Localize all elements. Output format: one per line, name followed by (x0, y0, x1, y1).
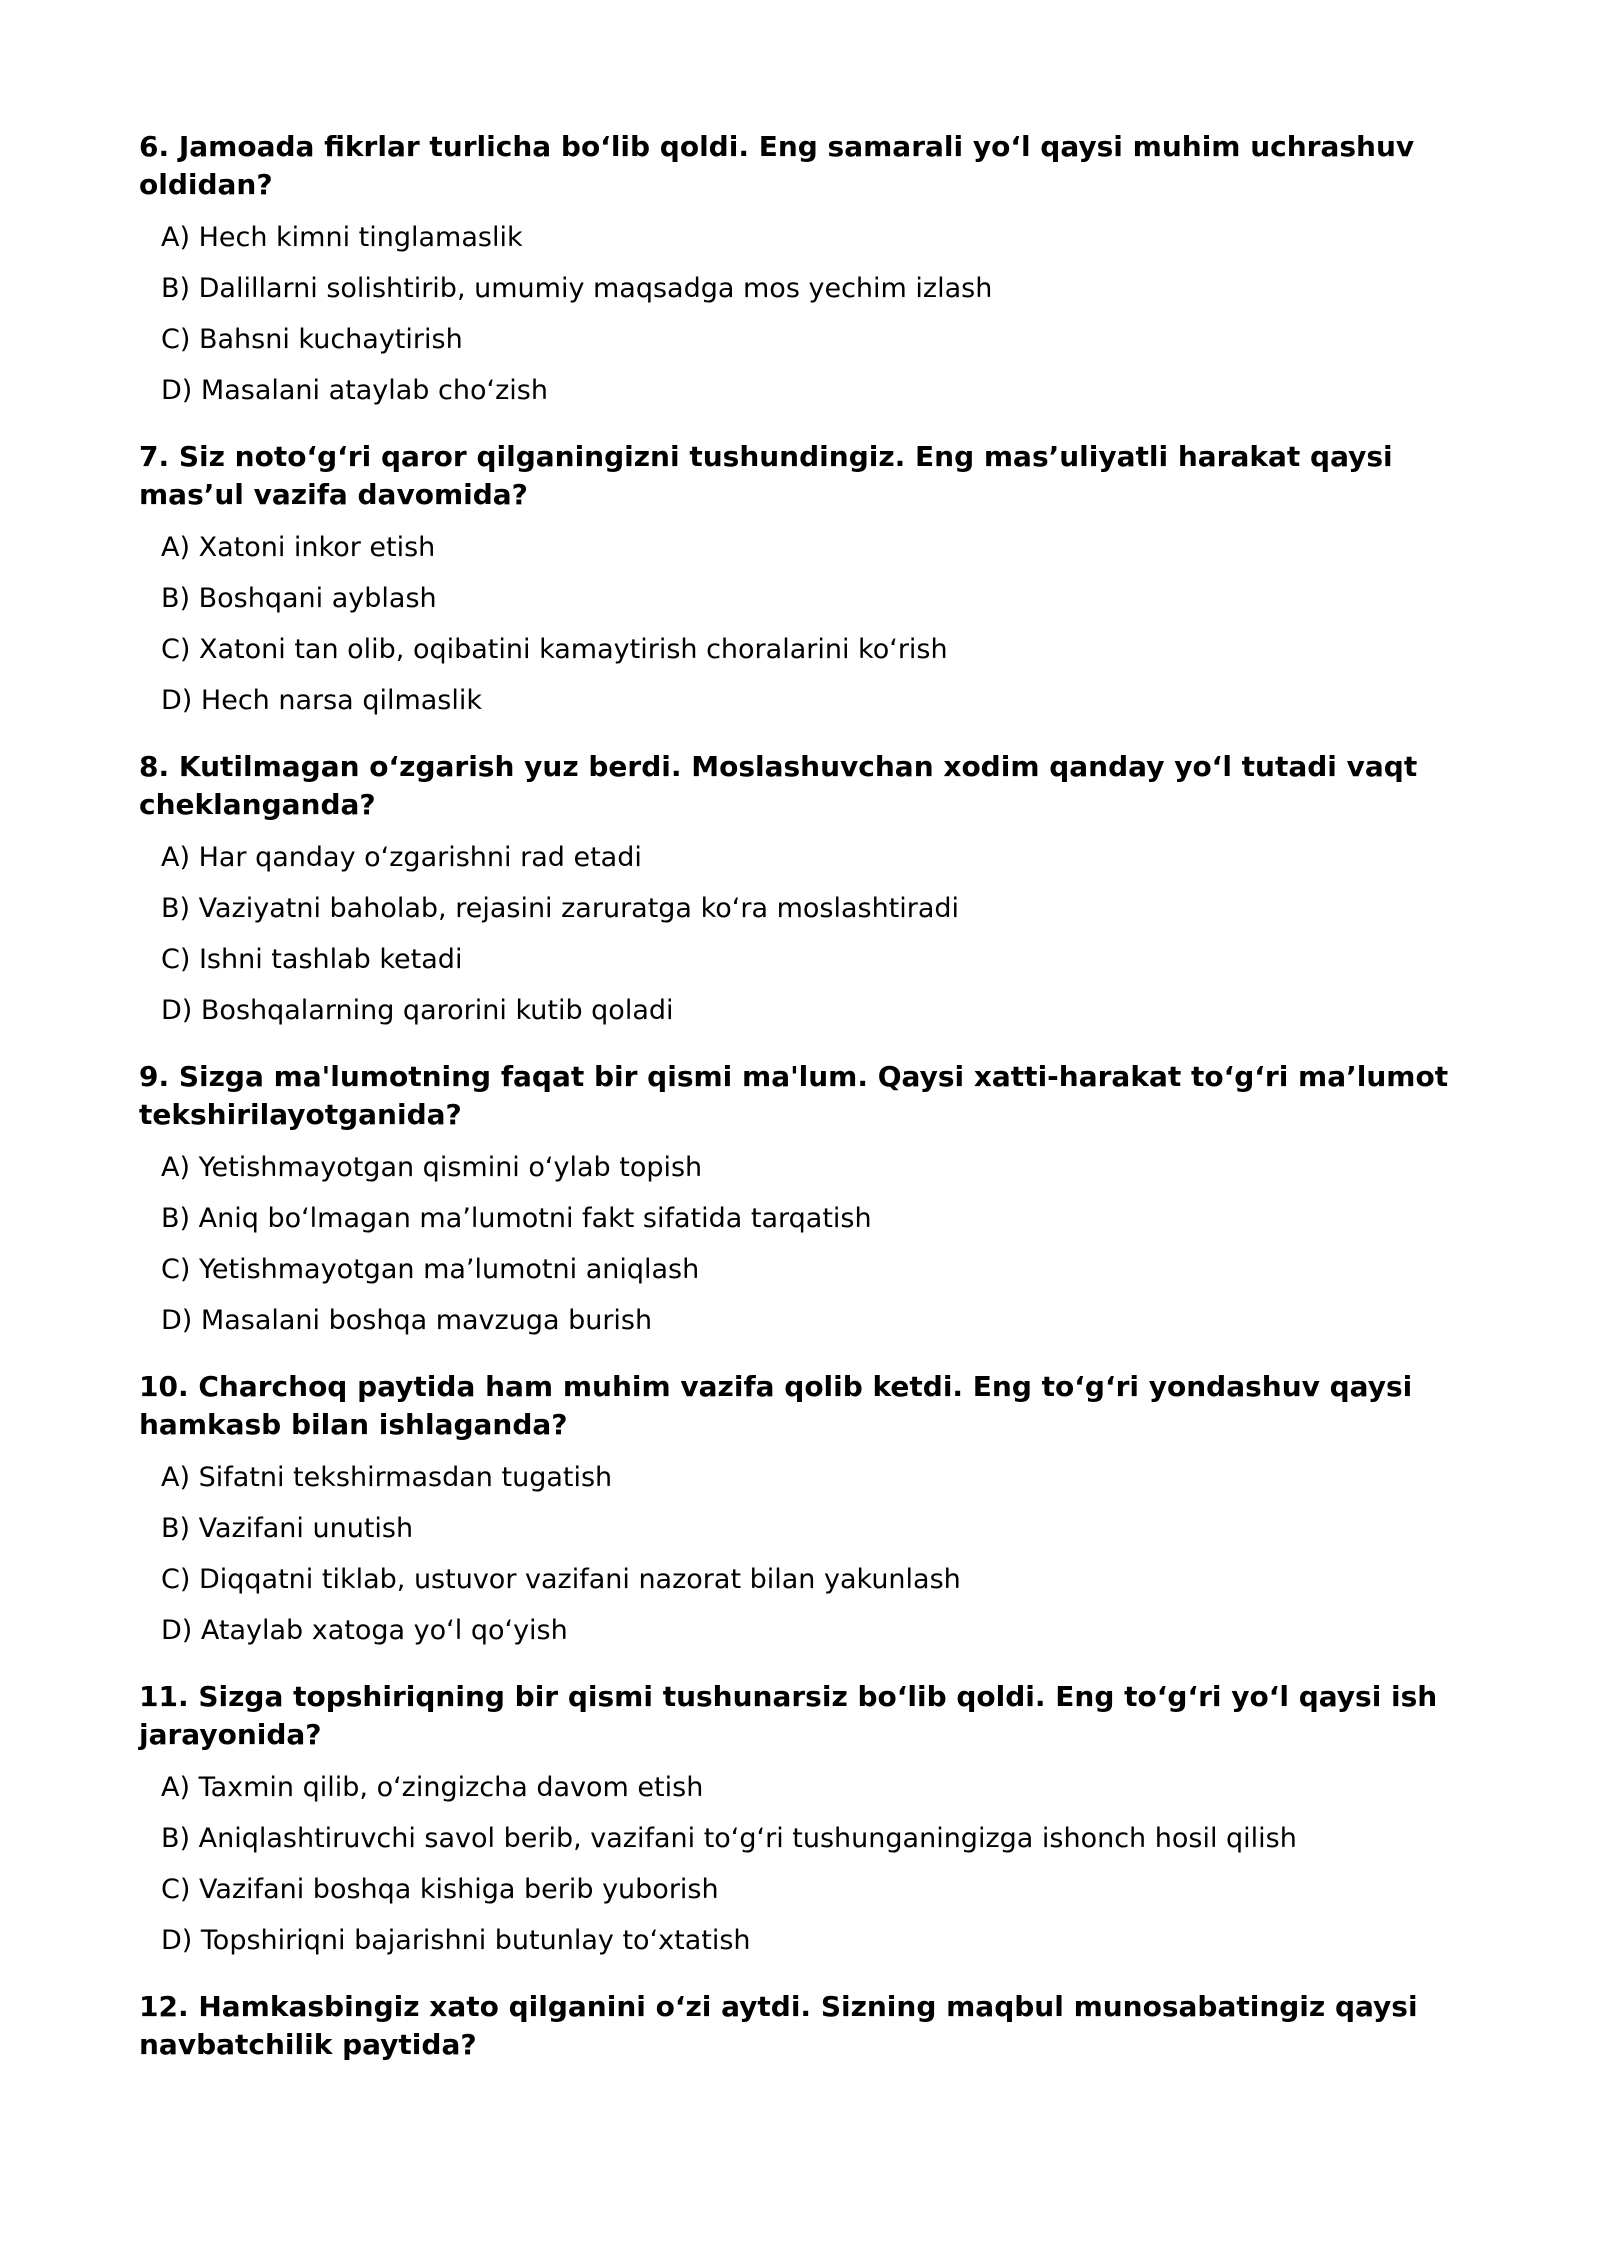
question-title: 7. Siz noto‘g‘ri qaror qilganingizni tushundingiz. Eng mas’uliyatli harakat qaysi mas’ul vazifa davomida? (139, 440, 1393, 511)
option-b: B) Vazifani unutish (161, 1513, 414, 1544)
option-list (139, 1762, 1479, 1966)
option-list (139, 832, 1479, 1036)
option-d: D) Masalani boshqa mavzuga burish (161, 1305, 653, 1336)
option-c: C) Yetishmayotgan ma’lumotni aniqlash (161, 1254, 700, 1285)
option-b: B) Boshqani ayblash (161, 583, 437, 614)
option-a: A) Yetishmayotgan qismini o‘ylab topish (161, 1152, 703, 1183)
option-b: B) Aniqlashtiruvchi savol berib, vazifani to‘g‘ri tushunganingizga ishonch hosil qilish (161, 1823, 1297, 1854)
question-title: 11. Sizga topshiriqning bir qismi tushunarsiz bo‘lib qoldi. Eng to‘g‘ri yo‘l qaysi ish jarayonida? (139, 1680, 1438, 1751)
option-c: C) Xatoni tan olib, oqibatini kamaytirish choralarini ko‘rish (161, 634, 948, 665)
option-d: D) Masalani ataylab cho‘zish (161, 375, 548, 406)
option-d: D) Boshqalarning qarorini kutib qoladi (161, 995, 674, 1026)
option-list (139, 1452, 1479, 1656)
question-title: 6. Jamoada fikrlar turlicha bo‘lib qoldi. Eng samarali yo‘l qaysi muhim uchrashuv oldidan? (139, 130, 1415, 201)
option-c: C) Diqqatni tiklab, ustuvor vazifani nazorat bilan yakunlash (161, 1564, 961, 1595)
question-9 (139, 1058, 1479, 1346)
option-d: D) Hech narsa qilmaslik (161, 685, 483, 716)
option-a: A) Xatoni inkor etish (161, 532, 436, 563)
question-8 (139, 748, 1479, 1036)
option-c: C) Ishni tashlab ketadi (161, 944, 463, 975)
question-6 (139, 128, 1479, 416)
question-title: 12. Hamkasbingiz xato qilganini o‘zi aytdi. Sizning maqbul munosabatingiz qaysi navbatchilik paytida? (139, 1990, 1418, 2061)
option-a: A) Sifatni tekshirmasdan tugatish (161, 1462, 613, 1493)
question-list (139, 128, 1479, 2086)
option-list (139, 522, 1479, 726)
option-list (139, 212, 1479, 416)
option-b: B) Aniq bo‘lmagan ma’lumotni fakt sifatida tarqatish (161, 1203, 872, 1234)
option-d: D) Topshiriqni bajarishni butunlay to‘xtatish (161, 1925, 751, 1956)
option-c: C) Vazifani boshqa kishiga berib yuborish (161, 1874, 719, 1905)
option-a: A) Taxmin qilib, o‘zingizcha davom etish (161, 1772, 704, 1803)
option-b: B) Dalillarni solishtirib, umumiy maqsadga mos yechim izlash (161, 273, 993, 304)
question-7 (139, 438, 1479, 726)
question-title: 8. Kutilmagan o‘zgarish yuz berdi. Moslashuvchan xodim qanday yo‘l tutadi vaqt cheklanganda? (139, 750, 1418, 821)
question-title: 10. Charchoq paytida ham muhim vazifa qolib ketdi. Eng to‘g‘ri yondashuv qaysi hamkasb bilan ishlaganda? (139, 1370, 1413, 1441)
option-list (139, 1142, 1479, 1346)
question-title: 9. Sizga ma'lumotning faqat bir qismi ma'lum. Qaysi xatti-harakat to‘g‘ri ma’lumot tekshirilayotganida? (139, 1060, 1449, 1131)
question-11 (139, 1678, 1479, 1966)
option-a: A) Har qanday o‘zgarishni rad etadi (161, 842, 642, 873)
question-10 (139, 1368, 1479, 1656)
option-a: A) Hech kimni tinglamaslik (161, 222, 523, 253)
option-b: B) Vaziyatni baholab, rejasini zaruratga ko‘ra moslashtiradi (161, 893, 960, 924)
option-d: D) Ataylab xatoga yo‘l qo‘yish (161, 1615, 568, 1646)
option-c: C) Bahsni kuchaytirish (161, 324, 463, 355)
question-12 (139, 1988, 1479, 2064)
